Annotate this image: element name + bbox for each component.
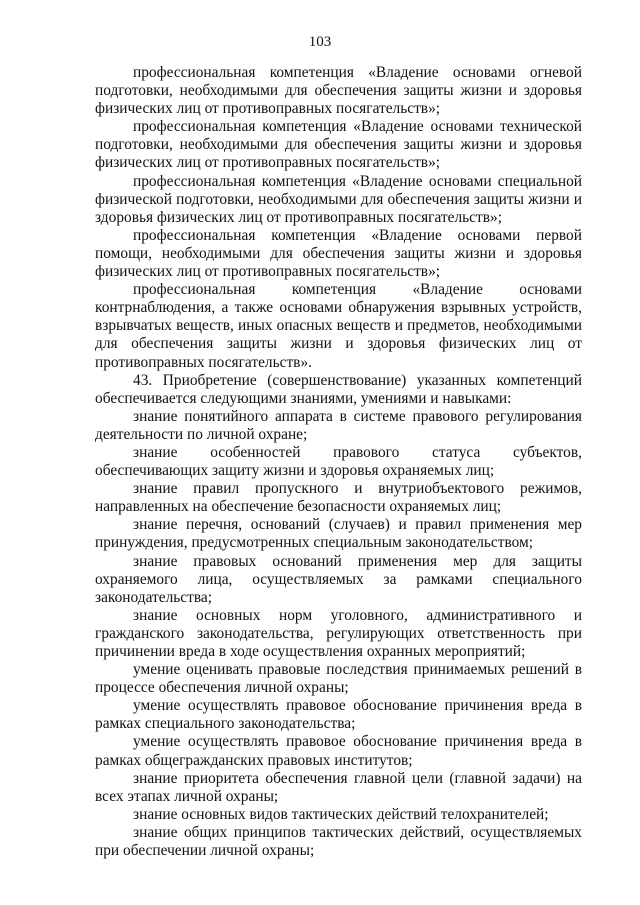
list-item-knowledge-conceptual-apparatus: знание понятийного аппарата в системе правового регулирования деятельности по личной охране;: [95, 407, 582, 443]
list-item-skill-justify-civil-law: умение осуществлять правовое обоснование причинения вреда в рамках общегражданских правовых институтов;: [95, 733, 582, 769]
paragraph-competence-first-aid: профессиональная компетенция «Владение основами первой помощи, необходимыми для обеспечения защиты жизни и здоровья физических лиц от противоправных посягательств»;: [95, 226, 582, 281]
paragraph-competence-countersurveillance: профессиональная компетенция «Владение основами контрнаблюдения, а также основами обнаружения взрывных устройств, взрывчатых веществ, иных опасных веществ и предметов, необходимыми для обеспечения защиты жизни и здоровья физических лиц от противоправных посягательств».: [95, 281, 582, 371]
page-number: 103: [308, 34, 332, 50]
paragraph-competence-physical-training: профессиональная компетенция «Владение основами специальной физической подготовки, необходимыми для обеспечения защиты жизни и здоровья физических лиц от противоправных посягательств»;: [95, 172, 582, 226]
list-item-knowledge-criminal-civil-norms: знание основных норм уголовного, административного и гражданского законодательства, регулирующих ответственность при причинении вреда в ходе осуществления охранных мероприятий;: [95, 606, 582, 660]
list-item-skill-assess-consequences: умение оценивать правовые последствия принимаемых решений в процессе обеспечения личной охраны;: [95, 661, 582, 697]
paragraph-competence-technical-training: профессиональная компетенция «Владение основами технической подготовки, необходимыми для обеспечения защиты жизни и здоровья физических лиц от противоправных посягательств»;: [95, 118, 582, 172]
list-item-knowledge-main-goal-priority: знание приоритета обеспечения главной цели (главной задачи) на всех этапах личной охраны;: [95, 769, 582, 805]
paragraph-competence-fire-training: профессиональная компетенция «Владение основами огневой подготовки, необходимыми для обеспечения защиты жизни и здоровья физических лиц от противоправных посягательств»;: [95, 64, 582, 118]
list-item-knowledge-coercive-measures: знание перечня, оснований (случаев) и правил применения мер принуждения, предусмотренных специальным законодательством;: [95, 516, 582, 552]
list-item-knowledge-tactical-principles: знание общих принципов тактических действий, осуществляемых при обеспечении личной охраны;: [95, 823, 582, 860]
list-item-skill-justify-special-law: умение осуществлять правовое обоснование причинения вреда в рамках специального законодательства;: [95, 697, 582, 733]
list-item-knowledge-tactical-actions: знание основных видов тактических действий телохранителей;: [133, 805, 549, 823]
list-item-knowledge-access-regimes: знание правил пропускного и внутриобъектового режимов, направленных на обеспечение безопасности охраняемых лиц;: [95, 480, 582, 516]
paragraph-section-43: 43. Приобретение (совершенствование) указанных компетенций обеспечивается следующими знаниями, умениями и навыками:: [95, 371, 582, 407]
body-text: [95, 64, 582, 860]
list-item-knowledge-legal-status: знание особенностей правового статуса субъектов, обеспечивающих защиту жизни и здоровья охраняемых лиц;: [95, 443, 582, 480]
list-item-knowledge-legal-grounds: знание правовых оснований применения мер для защиты охраняемого лица, осуществляемых за рамками специального законодательства;: [95, 552, 582, 606]
